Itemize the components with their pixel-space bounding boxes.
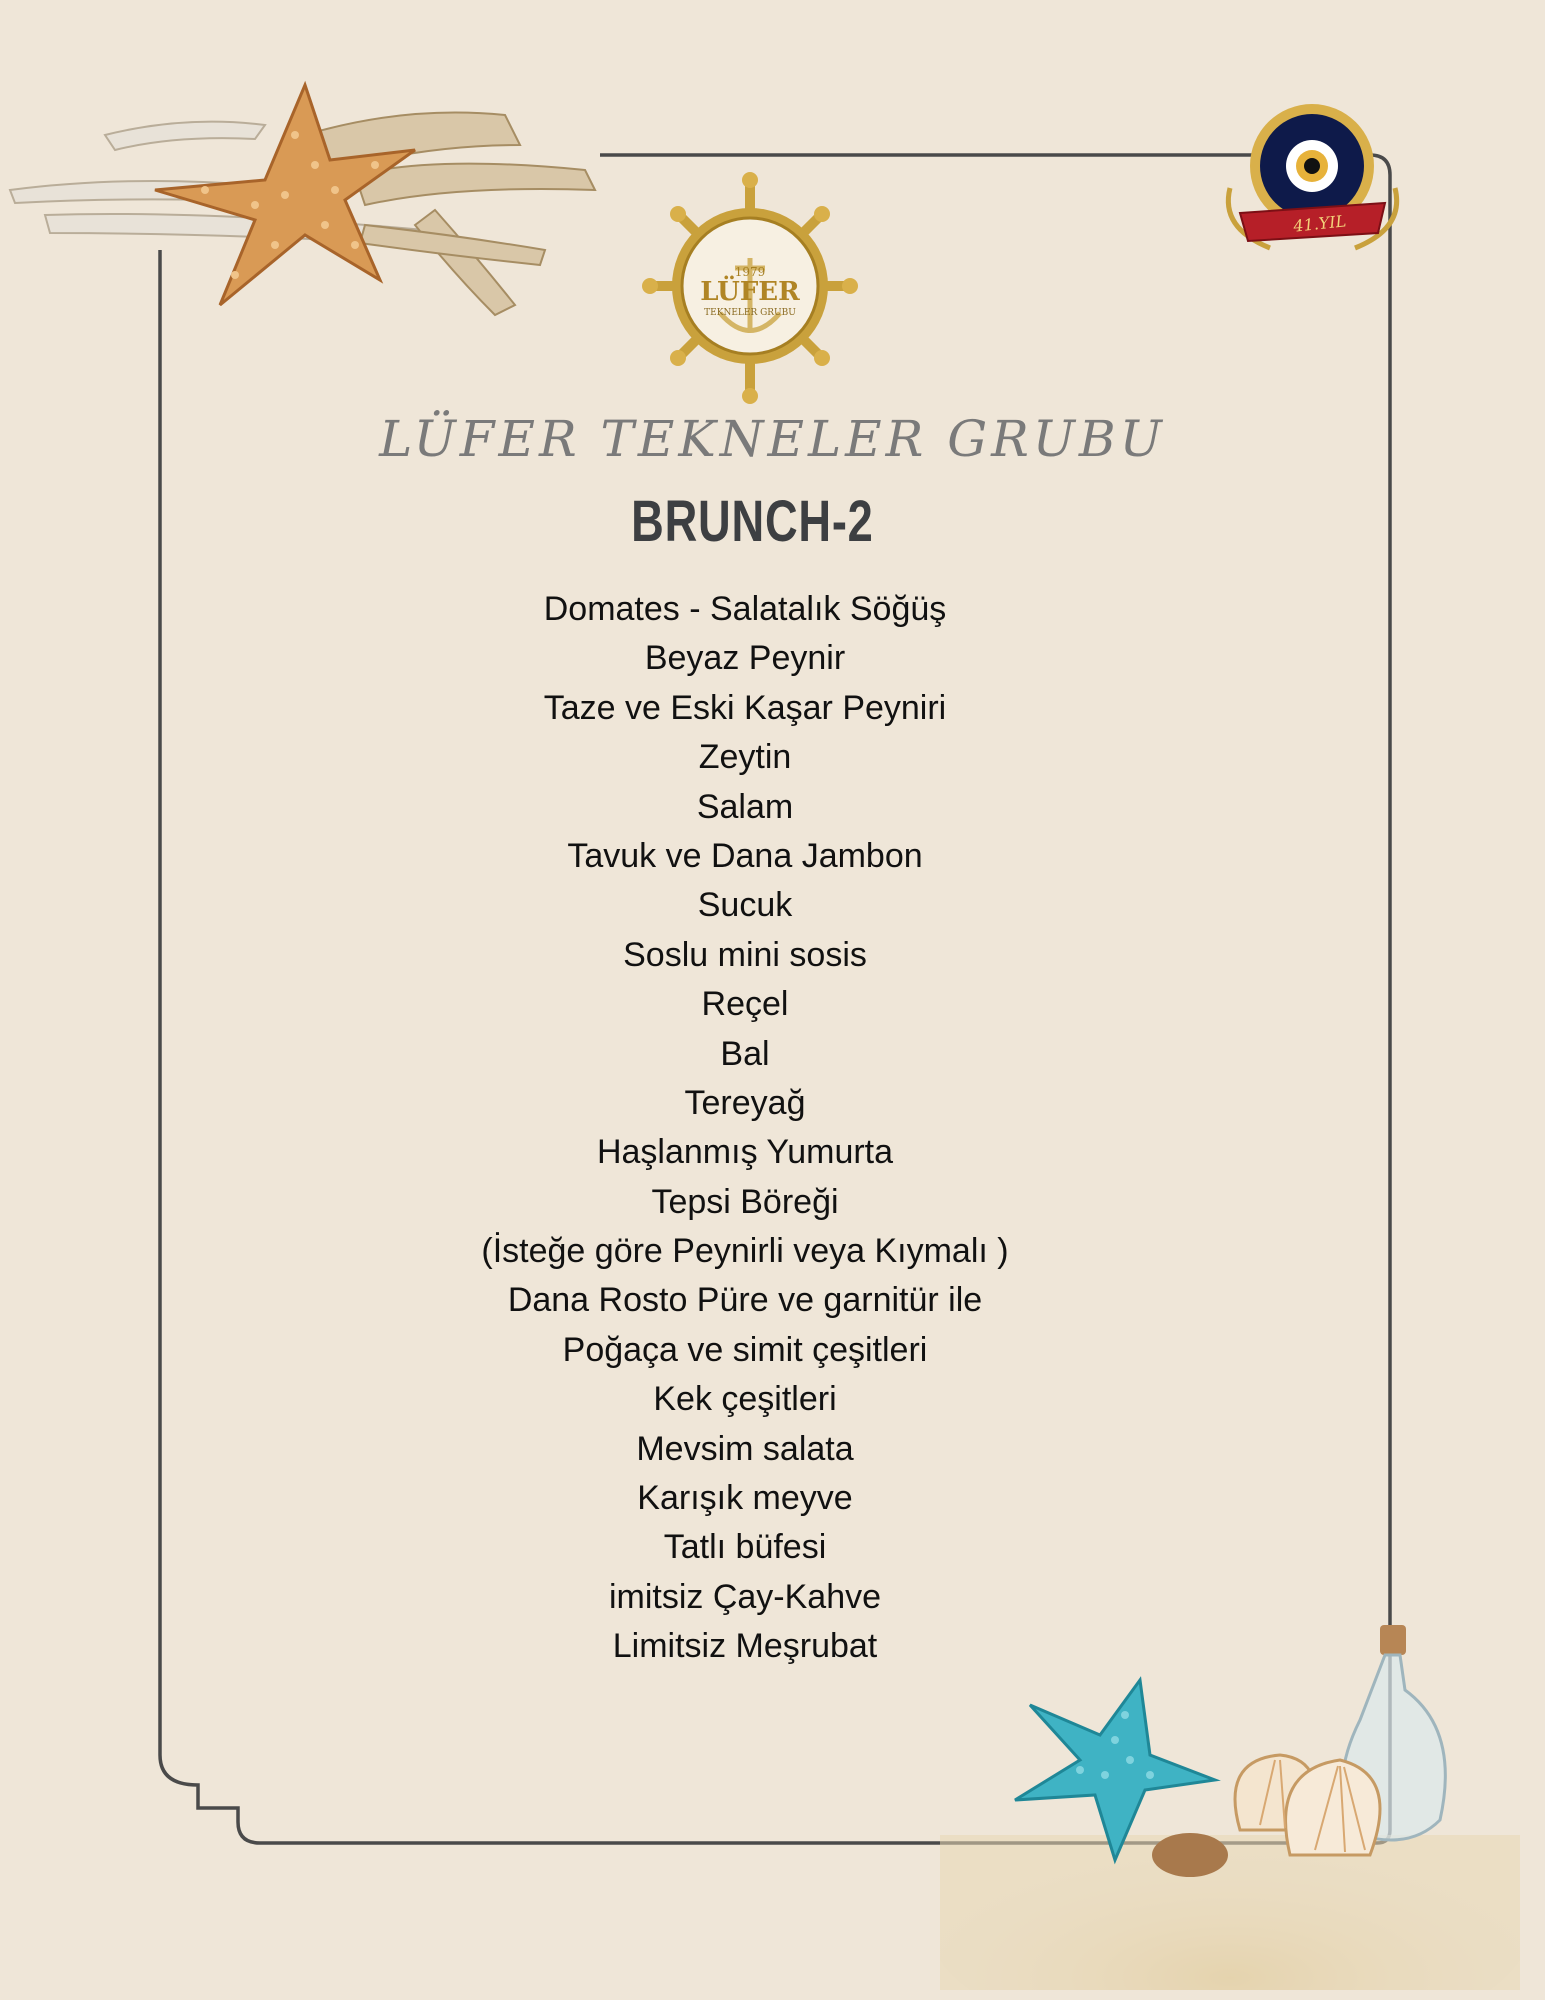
menu-item: Kek çeşitleri bbox=[653, 1380, 837, 1419]
starfish-driftwood-image bbox=[5, 75, 615, 325]
badge-label: 41.YIL bbox=[1292, 211, 1348, 236]
menu-item: imitsiz Çay-Kahve bbox=[608, 1577, 882, 1616]
menu-item: Sucuk bbox=[697, 886, 793, 925]
menu-item: Haşlanmış Yumurta bbox=[596, 1133, 894, 1172]
menu-item: Dana Rosto Püre ve garnitür ile bbox=[507, 1281, 983, 1320]
menu-item: Taze ve Eski Kaşar Peyniri bbox=[543, 688, 947, 727]
menu-item: Reçel bbox=[701, 985, 789, 1024]
menu-item: Poğaça ve simit çeşitleri bbox=[562, 1330, 928, 1369]
menu-item: Bal bbox=[720, 1034, 770, 1073]
anniversary-badge bbox=[1210, 98, 1415, 263]
menu-item: Tereyağ bbox=[684, 1083, 806, 1122]
menu-item: Soslu mini sosis bbox=[623, 935, 867, 974]
menu-title: BRUNCH-2 bbox=[631, 489, 874, 554]
menu-item: Mevsim salata bbox=[636, 1429, 854, 1468]
menu-item: Domates - Salatalık Söğüş bbox=[543, 590, 947, 628]
menu-item: Tavuk ve Dana Jambon bbox=[567, 836, 923, 875]
menu-item: Tepsi Böreği bbox=[651, 1182, 839, 1221]
menu-item: (İsteğe göre Peynirli veya Kıymalı ) bbox=[481, 1232, 1009, 1271]
menu-item: Salam bbox=[696, 787, 794, 826]
menu-item: Beyaz Peynir bbox=[644, 639, 846, 678]
menu-list bbox=[0, 585, 1490, 1672]
menu-item: Karışık meyve bbox=[637, 1479, 853, 1518]
lufer-logo bbox=[640, 168, 860, 408]
logo-year: 1979 bbox=[734, 265, 766, 279]
menu-item: Zeytin bbox=[698, 738, 792, 777]
menu-item: Tatlı büfesi bbox=[663, 1528, 827, 1567]
menu-item: Limitsiz Meşrubat bbox=[612, 1627, 878, 1666]
logo-sub: TEKNELER GRUBU bbox=[704, 308, 796, 318]
logo-name: LÜFER bbox=[700, 277, 800, 307]
brand-heading: LÜFER TEKNELER GRUBU bbox=[379, 410, 1166, 468]
